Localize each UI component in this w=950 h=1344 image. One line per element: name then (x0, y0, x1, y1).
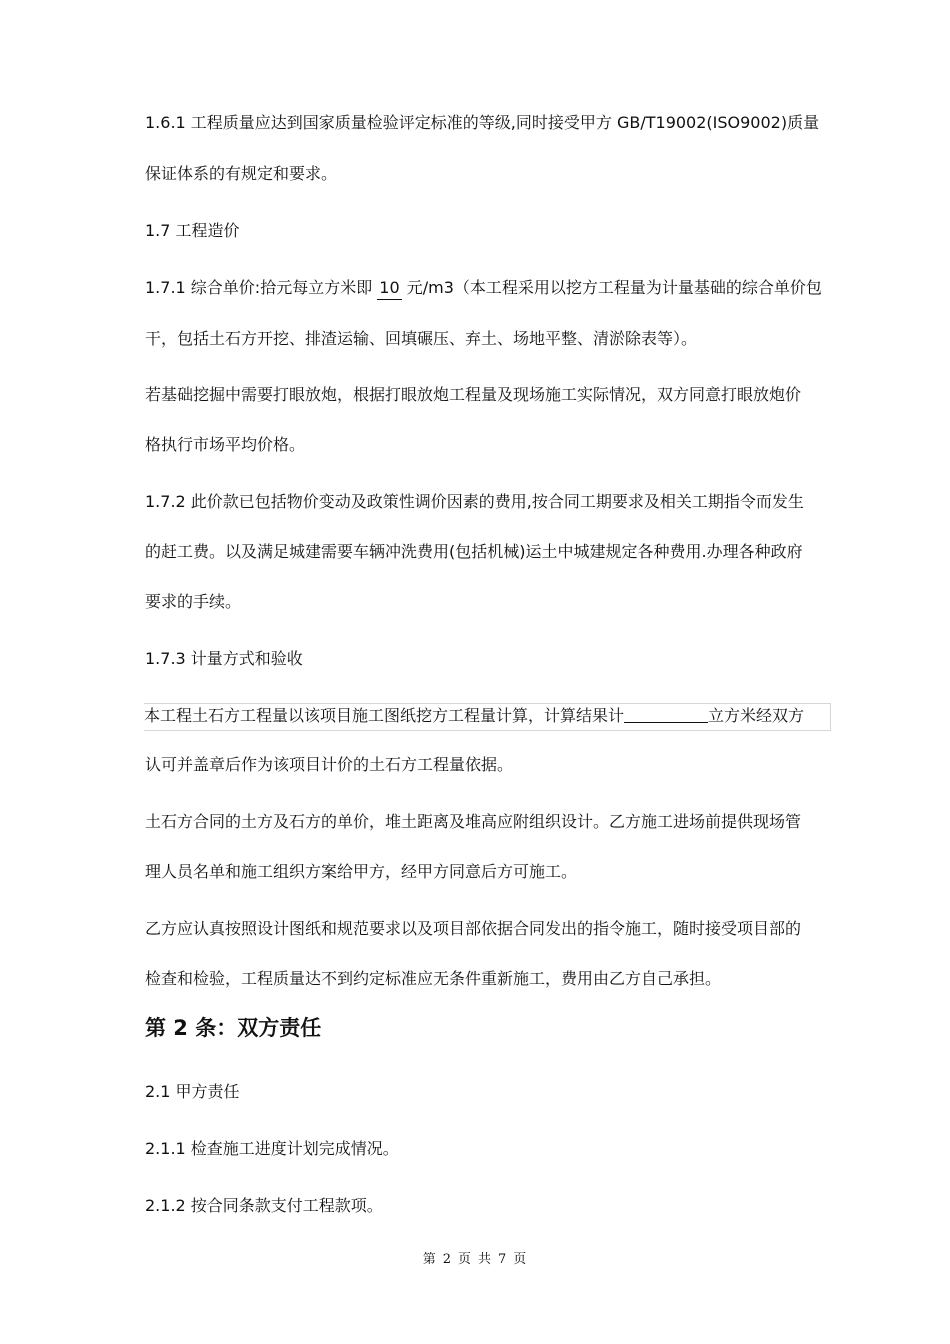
paragraph-1-7-1-line1 (145, 277, 835, 300)
paragraph-1-7-1-text-a: 1.7.1 综合单价:拾元每立方米即 (145, 278, 378, 297)
paragraph-measure-line1 (144, 703, 831, 731)
paragraph-measure-text-b: 立方米经双方 (708, 706, 805, 725)
paragraph-1-7-1-text-b: 元/m3（本工程采用以挖方工程量为计量基础的综合单价包 (401, 278, 822, 297)
section-2-1-title: 2.1 甲方责任 (145, 1082, 240, 1101)
quantity-blank (624, 706, 708, 723)
paragraph-1-7-2-line3: 要求的手续。 (145, 592, 242, 611)
footer-ye: 页 (457, 1252, 472, 1267)
footer-ye-2: 页 (513, 1252, 528, 1267)
paragraph-quality-line2: 检查和检验，工程质量达不到约定标准应无条件重新施工，费用由乙方自己承担。 (145, 969, 722, 988)
footer-total-pages: 7 (498, 1252, 508, 1267)
paragraph-measure-text-a: 本工程土石方工程量以该项目施工图纸挖方工程量计算，计算结果计 (144, 706, 625, 725)
paragraph-quality-line1: 乙方应认真按照设计图纸和规范要求以及项目部依据合同发出的指令施工，随时接受项目部的 (145, 919, 802, 938)
footer-page-number: 2 (442, 1252, 452, 1267)
paragraph-blasting-line2: 格执行市场平均价格。 (145, 435, 306, 454)
section-1-7-title: 1.7 工程造价 (145, 221, 240, 240)
section-2-heading: 第 2 条：双方责任 (145, 1016, 322, 1040)
paragraph-measure-line2: 认可并盖章后作为该项目计价的土石方工程量依据。 (145, 755, 514, 774)
paragraph-1-6-1-line1: 1.6.1 工程质量应达到国家质量检验评定标准的等级,同时接受甲方 GB/T19002(ISO9002)质量 (145, 113, 820, 132)
footer-di: 第 (422, 1252, 437, 1267)
footer-gong: 共 (478, 1252, 493, 1267)
page-footer (0, 1248, 950, 1267)
paragraph-unit-price-line2: 理人员名单和施工组织方案给甲方，经甲方同意后方可施工。 (145, 862, 578, 881)
paragraph-1-7-3-title: 1.7.3 计量方式和验收 (145, 649, 303, 668)
paragraph-2-1-2: 2.1.2 按合同条款支付工程款项。 (145, 1196, 383, 1215)
paragraph-1-7-2-line2: 的赶工费。以及满足城建需要车辆冲洗费用(包括机械)运土中城建规定各种费用.办理各种政府 (145, 542, 803, 561)
paragraph-unit-price-line1: 土石方合同的土方及石方的单价，堆土距离及堆高应附组织设计。乙方施工进场前提供现场管 (145, 812, 802, 831)
unit-price-blank: 10 (377, 277, 401, 300)
paragraph-1-6-1-line2: 保证体系的有规定和要求。 (145, 164, 338, 183)
paragraph-2-1-1: 2.1.1 检查施工进度计划完成情况。 (145, 1139, 399, 1158)
paragraph-1-7-2-line1: 1.7.2 此价款已包括物价变动及政策性调价因素的费用,按合同工期要求及相关工期指令而发生 (145, 492, 804, 511)
paragraph-blasting-line1: 若基础挖掘中需要打眼放炮，根据打眼放炮工程量及现场施工实际情况，双方同意打眼放炮价 (145, 385, 802, 404)
paragraph-1-7-1-line2: 干，包括土石方开挖、排渣运输、回填碾压、弃土、场地平整、清淤除表等）。 (145, 329, 698, 348)
